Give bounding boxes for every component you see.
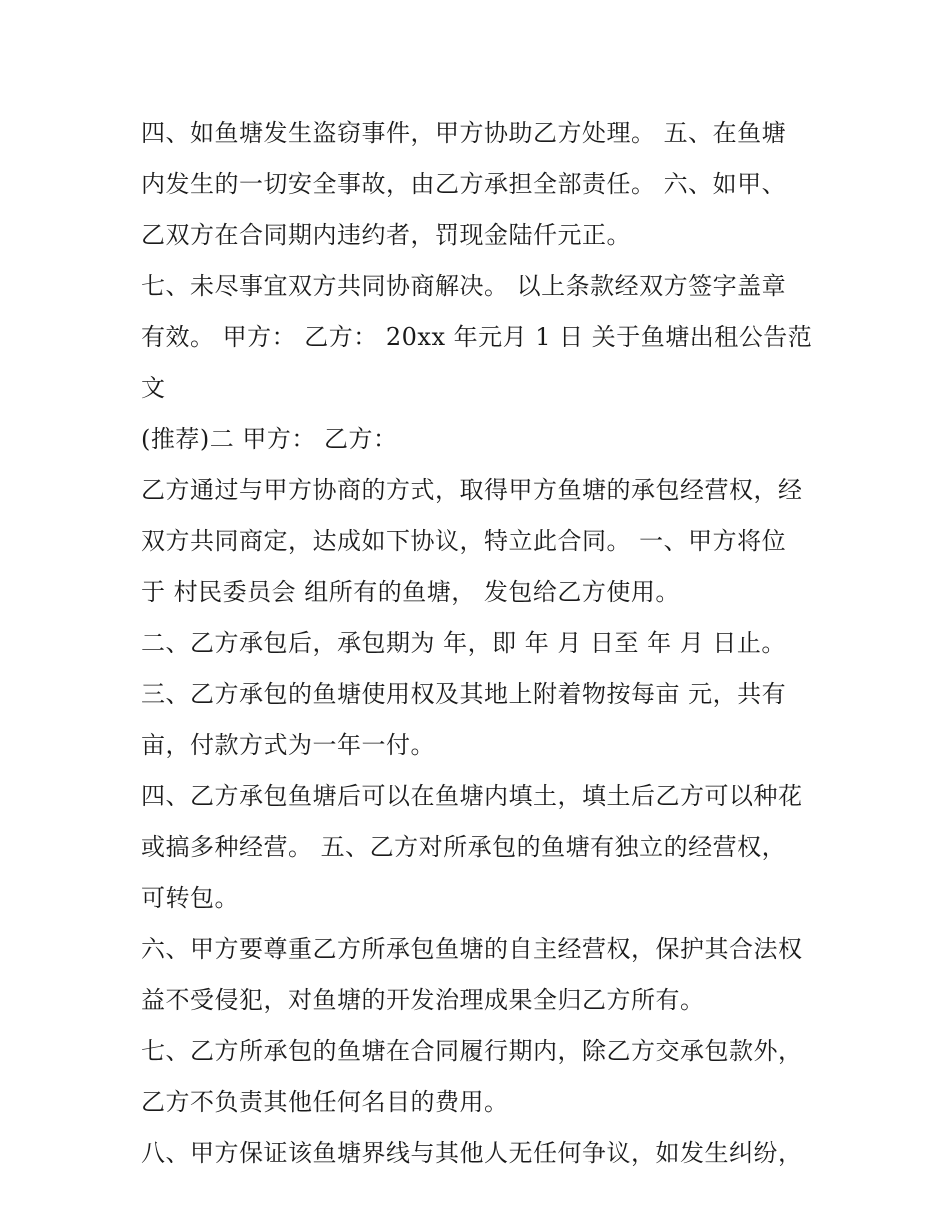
paragraph-clauses-4-5: 四、乙方承包鱼塘后可以在鱼塘内填土，填土后乙方可以种花 或搞多种经营。 五、乙方对所承包的鱼塘有独立的经营权， 可转包。	[141, 782, 803, 912]
document-body	[141, 108, 813, 1179]
paragraph-clause-6: 六、甲方要尊重乙方所承包鱼塘的自主经营权，保护其合法权 益不受侵犯，对鱼塘的开发治理成果全归乙方所有。	[141, 935, 803, 1014]
paragraph-clauses-4-6: 四、如鱼塘发生盗窃事件，甲方协助乙方处理。 五、在鱼塘 内发生的一切安全事故，由乙方承担全部责任。 六、如甲、 乙双方在合同期内违约者，罚现金陆仟元正。	[141, 119, 787, 249]
paragraph-clause-7-signatures: 七、未尽事宜双方共同协商解决。 以上条款经双方签字盖章 有效。 甲方： 乙方： 20xx 年元月 1 日 关于鱼塘出租公告范文 (推荐)二 甲方： 乙方：	[141, 272, 813, 453]
paragraph-preamble-clause-1: 乙方通过与甲方协商的方式，取得甲方鱼塘的承包经营权，经 双方共同商定，达成如下协议，特立此合同。 一、甲方将位 于 村民委员会 组所有的鱼塘， 发包给乙方使用。	[141, 476, 803, 606]
paragraph-clause-8: 八、甲方保证该鱼塘界线与其他人无任何争议，如发生纠纷，	[141, 1139, 803, 1167]
paragraph-clause-2: 二、乙方承包后，承包期为 年，即 年 月 日至 年 月 日止。	[141, 629, 786, 657]
paragraph-clause-3: 三、乙方承包的鱼塘使用权及其地上附着物按每亩 元，共有 亩，付款方式为一年一付。	[141, 680, 787, 759]
paragraph-clause-7: 七、乙方所承包的鱼塘在合同履行期内，除乙方交承包款外， 乙方不负责其他任何名目的费用。	[141, 1037, 803, 1116]
